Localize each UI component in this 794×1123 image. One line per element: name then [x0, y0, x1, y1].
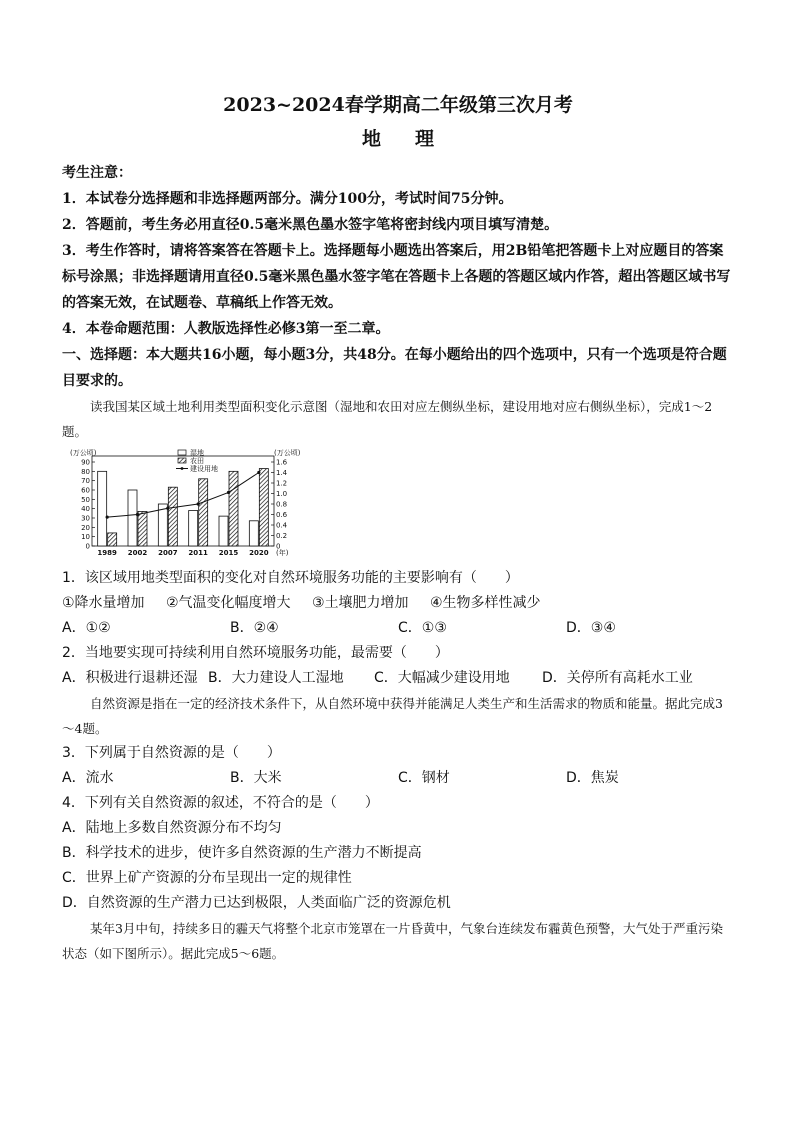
- q3-option-a[interactable]: A．流水: [62, 770, 114, 786]
- right-tick-label: 1.6: [276, 458, 288, 467]
- built-up-point: [136, 513, 139, 516]
- land-use-chart-svg: [68, 446, 308, 562]
- q4-option-b[interactable]: B．科学技术的进步，使许多自然资源的生产潜力不断提高: [62, 845, 422, 861]
- built-up-point: [227, 491, 230, 494]
- left-tick-label: 90: [81, 458, 90, 467]
- q1-option-a[interactable]: A．①②: [62, 620, 111, 636]
- exam-title: 2023~2024春学期高二年级第三次月考: [223, 94, 573, 116]
- q1-option-b[interactable]: B．②④: [230, 620, 279, 636]
- x-tick-label: 2011: [188, 549, 208, 557]
- legend-marker-built-up: [181, 467, 184, 470]
- x-tick-label: 2020: [249, 549, 269, 557]
- farmland-bar: [108, 533, 117, 546]
- left-axis-label: (万公顷): [70, 449, 97, 457]
- built-up-point: [257, 471, 260, 474]
- wetland-bar: [249, 521, 258, 546]
- left-tick-label: 70: [81, 477, 90, 486]
- left-tick-label: 20: [81, 523, 90, 532]
- x-tick-label: 2007: [158, 549, 178, 557]
- right-tick-label: 0: [276, 542, 281, 551]
- notice-heading: 考生注意：: [62, 165, 132, 181]
- intro-q5-6: 某年3月中旬，持续多日的霾天气将整个北京市笼罩在一片昏黄中，气象台连续发布霾黄色预警，大气处于严重污染状态（如下图所示）。据此完成5～6题。: [62, 921, 723, 961]
- q3-options: [62, 766, 734, 791]
- q2-option-a[interactable]: A．积极进行退耕还湿: [62, 670, 198, 686]
- q3-option-c[interactable]: C．钢材: [398, 770, 450, 786]
- left-tick-label: 30: [81, 514, 90, 523]
- wetland-bar: [128, 490, 137, 546]
- q1-statements: [62, 591, 734, 616]
- legend-label-farmland: 农田: [190, 457, 204, 465]
- q3-option-d[interactable]: D．焦炭: [566, 770, 619, 786]
- farmland-bar: [259, 469, 268, 546]
- wetland-bar: [219, 516, 228, 546]
- q2-option-c[interactable]: C．大幅减少建设用地: [374, 670, 510, 686]
- legend-swatch-wetland: [178, 450, 186, 455]
- land-use-chart: [68, 446, 308, 562]
- right-tick-label: 0.2: [276, 532, 288, 540]
- q1-option-d[interactable]: D．③④: [566, 620, 616, 636]
- q1-statement-2: ②气温变化幅度增大: [166, 595, 291, 611]
- q2-options: [62, 666, 734, 691]
- plot-frame: [92, 456, 274, 546]
- q1-statement-1: ①降水量增加: [62, 595, 145, 611]
- q4-option-d[interactable]: D．自然资源的生产潜力已达到极限，人类面临广泛的资源危机: [62, 895, 451, 911]
- farmland-bar: [229, 471, 238, 546]
- built-up-point: [106, 516, 109, 519]
- legend-swatch-farmland: [178, 458, 186, 463]
- wetland-bar: [189, 511, 198, 546]
- legend-label-built-up: 建设用地: [190, 465, 218, 473]
- x-tick-label: 2015: [218, 549, 239, 557]
- q1-options: [62, 616, 734, 641]
- q4-option-a[interactable]: A．陆地上多数自然资源分布不均匀: [62, 820, 282, 836]
- left-tick-label: 60: [81, 486, 90, 495]
- notice-item-4: 4．本卷命题范围：人教版选择性必修3第一至二章。: [62, 321, 390, 337]
- subject-title: 地理: [361, 128, 468, 150]
- built-up-point: [166, 507, 169, 510]
- right-tick-label: 1.0: [276, 490, 288, 498]
- right-axis-label: (万公顷): [274, 449, 301, 457]
- q2-option-d[interactable]: D．关停所有高耗水工业: [542, 670, 693, 686]
- q1-option-c[interactable]: C．①③: [398, 620, 447, 636]
- q1-stem: 1．该区域用地类型面积的变化对自然环境服务功能的主要影响有（ ）: [62, 570, 519, 586]
- right-tick-label: 0.8: [276, 500, 288, 509]
- x-unit-label: (年): [276, 549, 289, 557]
- intro-q3-4: 自然资源是指在一定的经济技术条件下，从自然环境中获得并能满足人类生产和生活需求的物质和能量。据此完成3～4题。: [62, 696, 723, 736]
- q2-stem: 2．当地要实现可持续利用自然环境服务功能，最需要（ ）: [62, 645, 449, 661]
- left-tick-label: 50: [81, 495, 90, 504]
- legend-label-wetland: 湿地: [190, 449, 204, 457]
- left-tick-label: 80: [81, 467, 90, 476]
- q4-option-c[interactable]: C．世界上矿产资源的分布呈现出一定的规律性: [62, 870, 352, 886]
- left-tick-label: 40: [81, 505, 90, 514]
- x-tick-label: 1989: [97, 549, 117, 557]
- right-tick-label: 1.2: [276, 479, 288, 488]
- exam-page: [62, 92, 734, 966]
- section-1-heading: 一、选择题：本大题共16小题，每小题3分，共48分。在每小题给出的四个选项中，只有一个选项是符合题目要求的。: [62, 347, 727, 389]
- q1-statement-4: ④生物多样性减少: [430, 595, 541, 611]
- farmland-bar: [138, 511, 147, 546]
- farmland-bar: [199, 479, 208, 546]
- right-tick-label: 0.6: [276, 511, 288, 519]
- intro-q1-2: 读我国某区域土地利用类型面积变化示意图（湿地和农田对应左侧纵坐标，建设用地对应右侧纵坐标），完成1～2题。: [62, 399, 713, 439]
- notice-item-1: 1．本试卷分选择题和非选择题两部分。满分100分，考试时间75分钟。: [62, 191, 513, 207]
- wetland-bar: [98, 471, 107, 546]
- q4-stem: 4．下列有关自然资源的叙述，不符合的是（ ）: [62, 795, 379, 811]
- left-tick-label: 10: [81, 533, 90, 542]
- farmland-bar: [168, 487, 177, 546]
- q3-stem: 3．下列属于自然资源的是（ ）: [62, 745, 281, 761]
- q2-option-b[interactable]: B．大力建设人工湿地: [208, 670, 344, 686]
- left-tick-label: 0: [85, 542, 90, 551]
- notice-item-3: 3．考生作答时，请将答案答在答题卡上。选择题每小题选出答案后，用2B铅笔把答题卡上对应题目的答案标号涂黑；非选择题请用直径0.5毫米黑色墨水签字笔在答题卡上各题的答题区域内作答，超出答题区域书写的答案无效，在试题卷、草稿纸上作答无效。: [62, 243, 731, 311]
- q1-statement-3: ③土壤肥力增加: [312, 595, 409, 611]
- built-up-point: [197, 502, 200, 505]
- notice-item-2: 2．答题前，考生务必用直径0.5毫米黑色墨水签字笔将密封线内项目填写清楚。: [62, 217, 559, 233]
- x-tick-label: 2002: [127, 549, 148, 557]
- right-tick-label: 1.4: [276, 469, 288, 477]
- right-tick-label: 0.4: [276, 521, 288, 530]
- q3-option-b[interactable]: B．大米: [230, 770, 282, 786]
